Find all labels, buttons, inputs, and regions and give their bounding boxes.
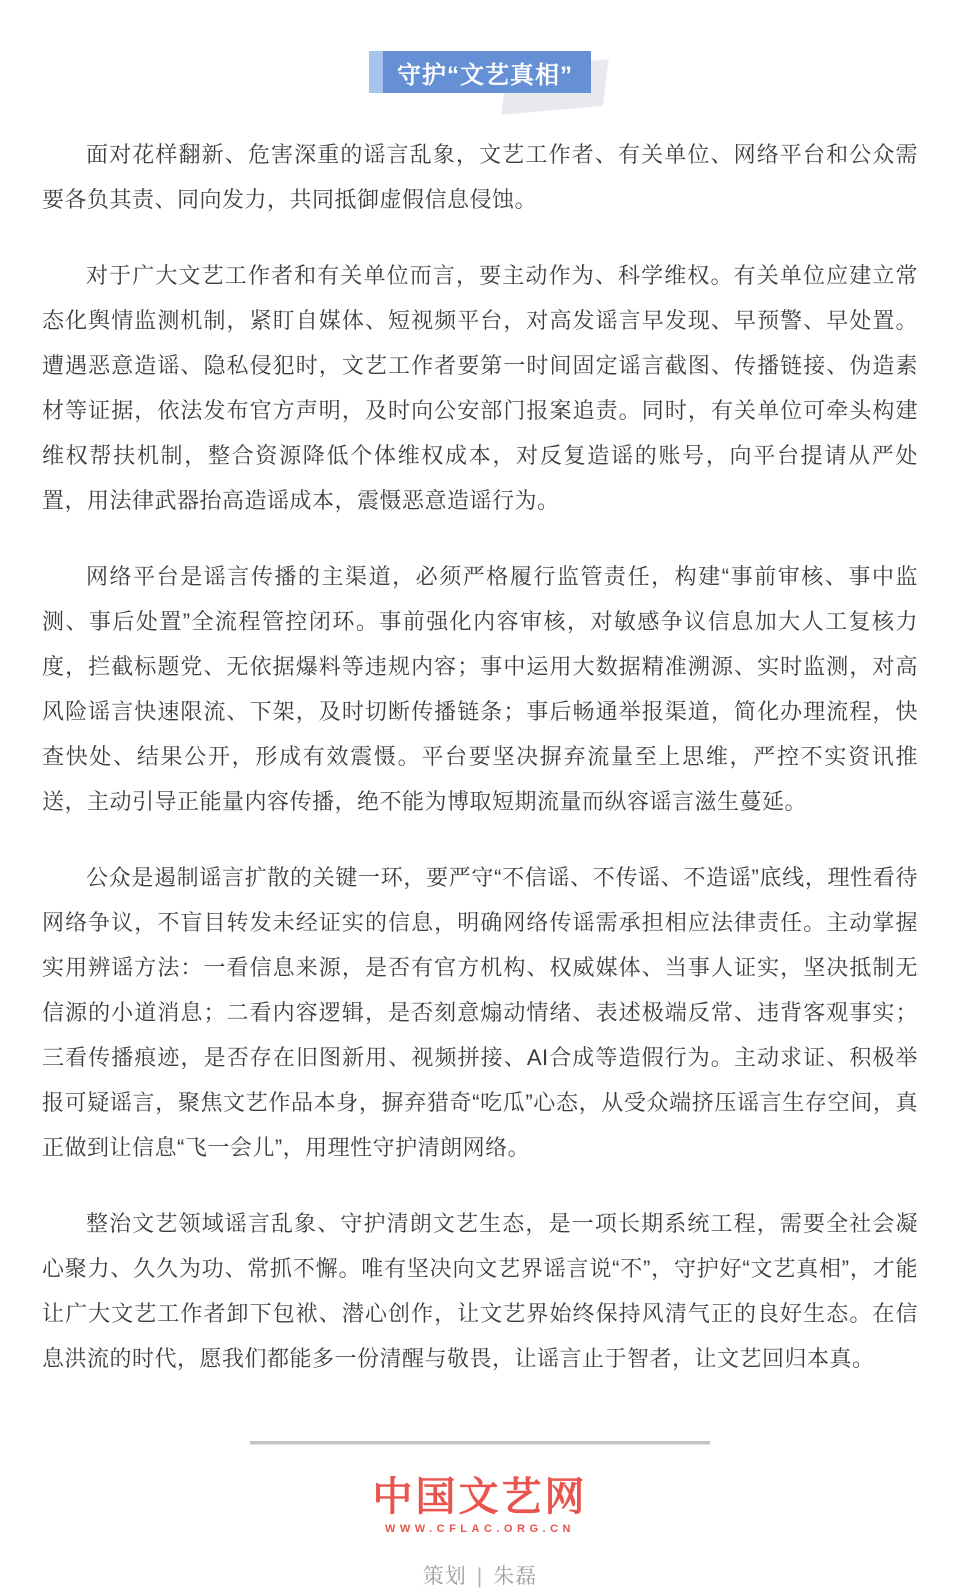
- badge-accent-stripe: [369, 51, 383, 93]
- credit-separator: |: [476, 1565, 484, 1588]
- footer: [42, 1441, 918, 1590]
- badge-plate: [369, 51, 591, 93]
- paragraph-4: 公众是遏制谣言扩散的关键一环，要严守“不信谣、不传谣、不造谣”底线，理性看待网络争议，不盲目转发未经证实的信息，明确网络传谣需承担相应法律责任。主动掌握实用辨谣方法：一看信息来源，是否有官方机构、权威媒体、当事人证实，坚决抵制无信源的小道消息；二看内容逻辑，是否刻意煽动情绪、表述极端反常、违背客观事实；三看传播痕迹，是否存在旧图新用、视频拼接、AI合成等造假行为。主动求证、积极举报可疑谣言，聚焦文艺作品本身，摒弃猎奇“吃瓜”心态，从受众端挤压谣言生存空间，真正做到让信息“飞一会儿”，用理性守护清朗网络。: [42, 865, 918, 1160]
- paragraph-1: 面对花样翻新、危害深重的谣言乱象，文艺工作者、有关单位、网络平台和公众需要各负其责、同向发力，共同抵御虚假信息侵蚀。: [42, 142, 918, 212]
- paragraph-3: 网络平台是谣言传播的主渠道，必须严格履行监管责任，构建“事前审核、事中监测、事后处置”全流程管控闭环。事前强化内容审核，对敏感争议信息加大人工复核力度，拦截标题党、无依据爆料等违规内容；事中运用大数据精准溯源、实时监测，对高风险谣言快速限流、下架，及时切断传播链条；事后畅通举报渠道，简化办理流程，快查快处、结果公开，形成有效震慑。平台要坚决摒弃流量至上思维，严控不实资讯推送，主动引导正能量内容传播，绝不能为博取短期流量而纵容谣言滋生蔓延。: [42, 564, 918, 814]
- badge-row: [42, 51, 918, 93]
- article-body: [42, 132, 918, 1381]
- credit-line: [42, 1560, 918, 1590]
- cflac-logo: [42, 1475, 918, 1535]
- paragraph-5: 整治文艺领域谣言乱象、守护清朗文艺生态，是一项长期系统工程，需要全社会凝心聚力、久久为功、常抓不懈。唯有坚决向文艺界谣言说“不”，守护好“文艺真相”，才能让广大文艺工作者卸下包袱、潜心创作，让文艺界始终保持风清气正的良好生态。在信息洪流的时代，愿我们都能多一份清醒与敬畏，让谣言止于智者，让文艺回归本真。: [42, 1211, 918, 1371]
- logo-title: 中国文艺网: [372, 1475, 588, 1519]
- badge-label: 守护“文艺真相”: [397, 61, 573, 89]
- credit-name: 朱磊: [493, 1565, 538, 1588]
- footer-divider: [250, 1441, 710, 1445]
- paragraph-2: 对于广大文艺工作者和有关单位而言，要主动作为、科学维权。有关单位应建立常态化舆情监测机制，紧盯自媒体、短视频平台，对高发谣言早发现、早预警、早处置。遭遇恶意造谣、隐私侵犯时，文艺工作者要第一时间固定谣言截图、传播链接、伪造素材等证据，依法发布官方声明，及时向公安部门报案追责。同时，有关单位可牵头构建维权帮扶机制，整合资源降低个体维权成本，对反复造谣的账号，向平台提请从严处置，用法律武器抬高造谣成本，震慑恶意造谣行为。: [42, 263, 918, 513]
- section-badge: [369, 51, 591, 93]
- credit-role: 策划: [422, 1565, 467, 1588]
- logo-url: WWW.CFLAC.ORG.CN: [385, 1523, 575, 1535]
